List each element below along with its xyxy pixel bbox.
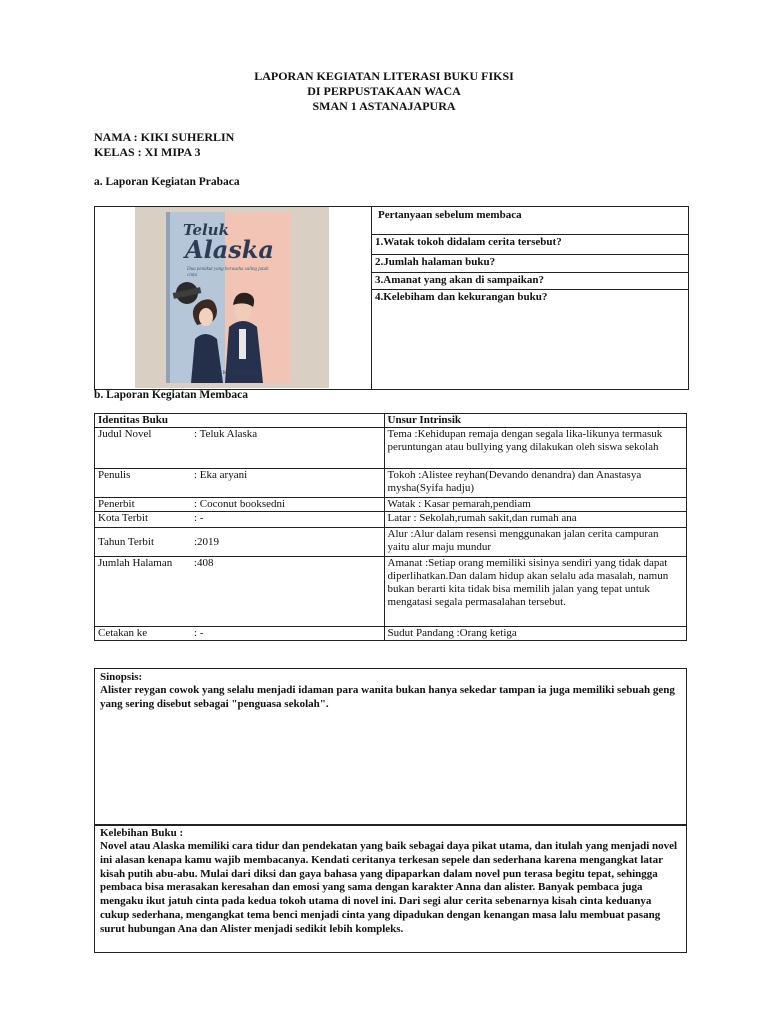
identitas-label: Kota Terbit [98,512,149,524]
cover-tagline: Dua penakut yang berusaha saling jatuh cinta [187,267,269,278]
table-row [95,498,687,512]
unsur-cell: Tokoh :Alistee reyhan(Devando denandra) dan Anastasya mysha(Syifa hadju) [384,469,686,498]
book-cover-image [135,207,329,388]
identitas-label: Penulis [98,469,131,481]
report-title-line2: DI PERPUSTAKAAN WACA [307,84,461,98]
table-row [95,557,687,627]
kelebihan-text: Novel atau Alaska memiliki cara tidur dan pendekatan yang baik sebagai daya pikat utama, dan itulah yang menjadi novel ini alasan kenapa kamu wajib membacanya. Kendati ceritanya terkesan sepele dan sederhana karena mengangkat latar kisah putih abu-abu. Mulai dari diksi dan gaya bahasa yang dipaparkan dalam novel pun terasa begitu tepat, sehingga pembaca bisa merasakan keresahan dan emosi yang sama dengan karakter Anna dan alister. Banyak pembaca juga mengaku ikut jatuh cinta pada kedua tokoh utama di novel ini. Dari segi alur cerita sebenarnya kisah cinta keduanya cukup sederhana, mengangkat tema benci menjadi cinta yang dipadukan dengan kenangan masa lalu membuat pasang surut hubungan Ana dan Alister menjadi sedikit lebih kompleks. [100,840,678,935]
unsur-cell: Watak : Kasar pemarah,pendiam [384,498,686,512]
identitas-cell [95,627,385,641]
question-item: 4.Kelebiham dan kekurangan buku? [375,291,548,303]
table-row [95,469,687,498]
cover-title-line1: Teluk [183,221,229,239]
col-header-identitas: Identitas Buku [95,414,385,428]
identitas-value: : - [194,627,204,639]
identitas-label: Penerbit [98,498,135,510]
identitas-value: : - [194,512,204,524]
sinopsis-text: Alister reygan cowok yang selalu menjadi idaman para wanita bukan hanya sekedar tampan ia juga memiliki sebuah geng yang sering disebut sebagai "penguasa sekolah". [100,684,675,710]
identitas-cell [95,512,385,528]
table-row [95,512,687,528]
table-row [95,627,687,641]
unsur-cell: Latar : Sekolah,rumah sakit,dan rumah ana [384,512,686,528]
sinopsis-box [94,668,687,826]
membaca-heading: b. Laporan Kegiatan Membaca [94,389,248,401]
identitas-value: : Coconut booksedni [194,498,286,510]
unsur-cell: Tema :Kehidupan remaja dengan segala lika-likunya termasuk peruntungan atau bullying yang dilakukan oleh siswa sekolah [384,428,686,469]
question-item: 1.Watak tokoh didalam cerita tersebut? [375,236,562,248]
membaca-table [94,413,687,641]
questions-title: Pertanyaan sebelum membaca [378,209,522,221]
identitas-label: Tahun Terbit [98,535,154,548]
question-item: 3.Amanat yang akan di sampaikan? [375,274,545,286]
identitas-cell [95,498,385,512]
prabaca-table [94,206,689,390]
col-header-unsur: Unsur Intrinsik [384,414,686,428]
unsur-cell: Alur :Alur dalam resensi menggunakan jalan cerita campuran yaitu alur maju mundur [384,528,686,557]
report-title-line3: SMAN 1 ASTANAJAPURA [312,99,456,113]
identitas-cell [95,428,385,469]
unsur-cell: Amanat :Setiap orang memiliki sisinya sendiri yang tidak dapat diperlihatkan.Dan dalam hidup akan selalu ada masalah, namun bukan berarti kita tidak bisa memilih jalan yang tepat untuk mengatasi segala permasalahan tersebut. [384,557,686,627]
prabaca-heading: a. Laporan Kegiatan Prabaca [94,176,240,188]
identitas-label: Jumlah Halaman [98,557,173,569]
student-name: NAMA : KIKI SUHERLIN [94,130,235,144]
sinopsis-label: Sinopsis: [100,671,143,683]
identitas-cell [95,528,385,557]
identitas-cell [95,469,385,498]
identitas-value: :408 [194,557,214,569]
report-title-line1: LAPORAN KEGIATAN LITERASI BUKU FIKSI [254,69,514,83]
kelebihan-box [94,824,687,953]
unsur-cell: Sudut Pandang :Orang ketiga [384,627,686,641]
identitas-value: :2019 [194,535,220,548]
student-class: KELAS : XI MIPA 3 [94,145,201,159]
identitas-value: : Teluk Alaska [194,428,258,440]
identitas-value: : Eka aryani [194,469,248,481]
identitas-label: Cetakan ke [98,627,148,639]
question-item: 2.Jumlah halaman buku? [375,256,496,268]
cover-title-line2: Alaska [185,235,274,264]
cover-author: EKA ARYANI [219,371,259,376]
kelebihan-label: Kelebihan Buku : [100,827,184,839]
table-header-row [95,414,687,428]
identitas-cell [95,557,385,627]
table-row [95,428,687,469]
identitas-label: Judul Novel [98,428,152,440]
prabaca-questions [372,207,688,389]
table-row [95,528,687,557]
